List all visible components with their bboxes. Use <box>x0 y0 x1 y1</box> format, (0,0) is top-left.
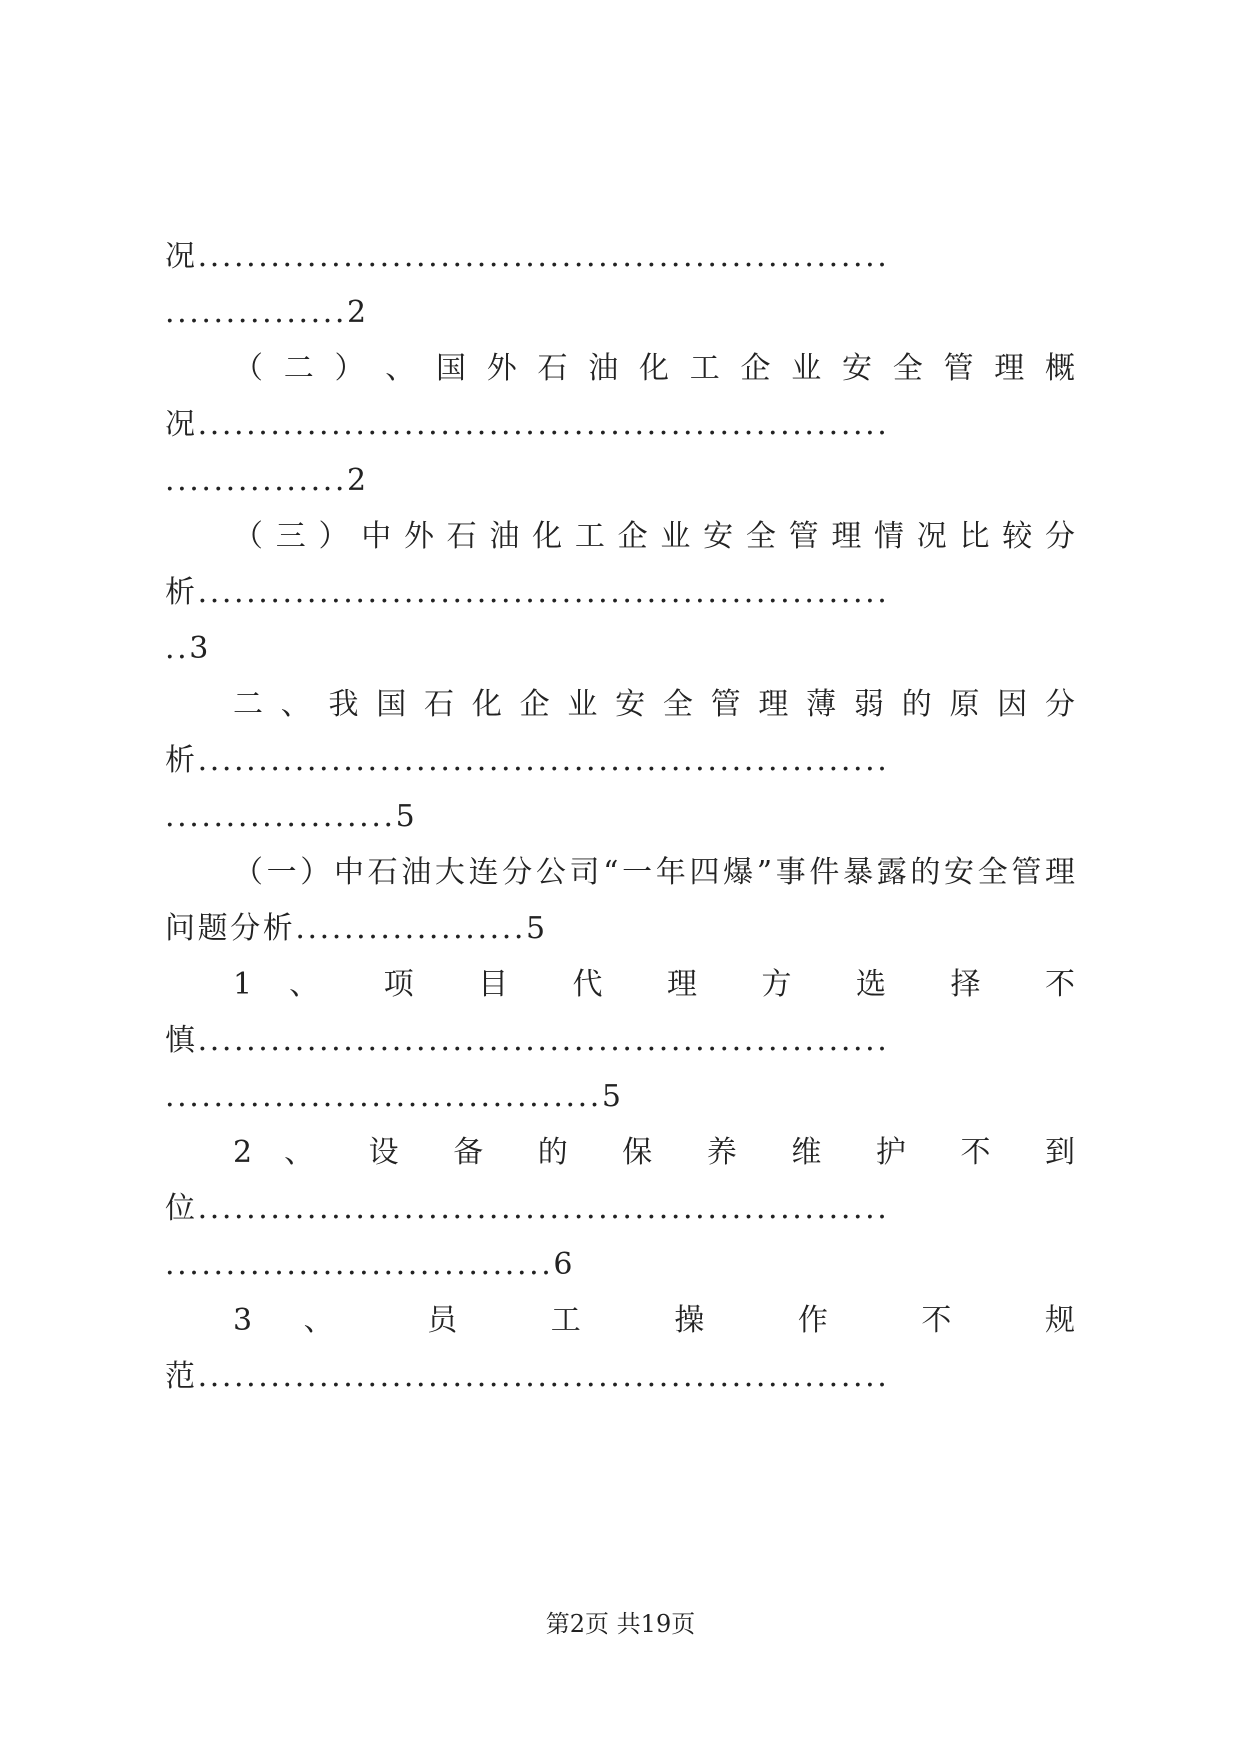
toc-heading: 3 、 员 工 操 作 不 规 <box>233 1303 1075 1338</box>
toc-heading: 1 、 项 目 代 理 方 选 择 不 <box>233 967 1075 1002</box>
toc-heading: （ 二 ） 、 国 外 石 油 化 工 企 业 安 全 管 理 概 <box>233 351 1075 386</box>
toc-heading: 二 、 我 国 石 化 企 业 安 全 管 理 薄 弱 的 原 因 分 <box>233 687 1075 722</box>
toc-line: 问题分析...................5 <box>165 911 548 946</box>
toc-line: ................................6 <box>165 1247 576 1282</box>
toc-line: 范......................................................... <box>165 1359 890 1394</box>
toc-line: 析......................................................... <box>165 575 890 610</box>
page-footer: 第2页 共19页 <box>545 1610 696 1638</box>
toc-heading: （一）中石油大连分公司“一年四爆”事件暴露的安全管理 <box>233 855 1075 890</box>
toc-line: 况......................................................... <box>165 239 890 274</box>
toc-line: 析......................................................... <box>165 743 890 778</box>
toc-line: ....................................5 <box>165 1079 624 1114</box>
toc-line: ..3 <box>165 631 211 666</box>
toc-heading: 2 、 设 备 的 保 养 维 护 不 到 <box>233 1135 1075 1170</box>
toc-line: 慎......................................................... <box>165 1023 890 1058</box>
toc-line: 位......................................................... <box>165 1191 890 1226</box>
toc-heading: （ 三 ） 中 外 石 油 化 工 企 业 安 全 管 理 情 况 比 较 分 <box>233 519 1075 554</box>
toc-line: ...............2 <box>165 463 369 498</box>
toc-line: ...................5 <box>165 799 418 834</box>
toc-line: 况......................................................... <box>165 407 890 442</box>
toc-line: ...............2 <box>165 295 369 330</box>
